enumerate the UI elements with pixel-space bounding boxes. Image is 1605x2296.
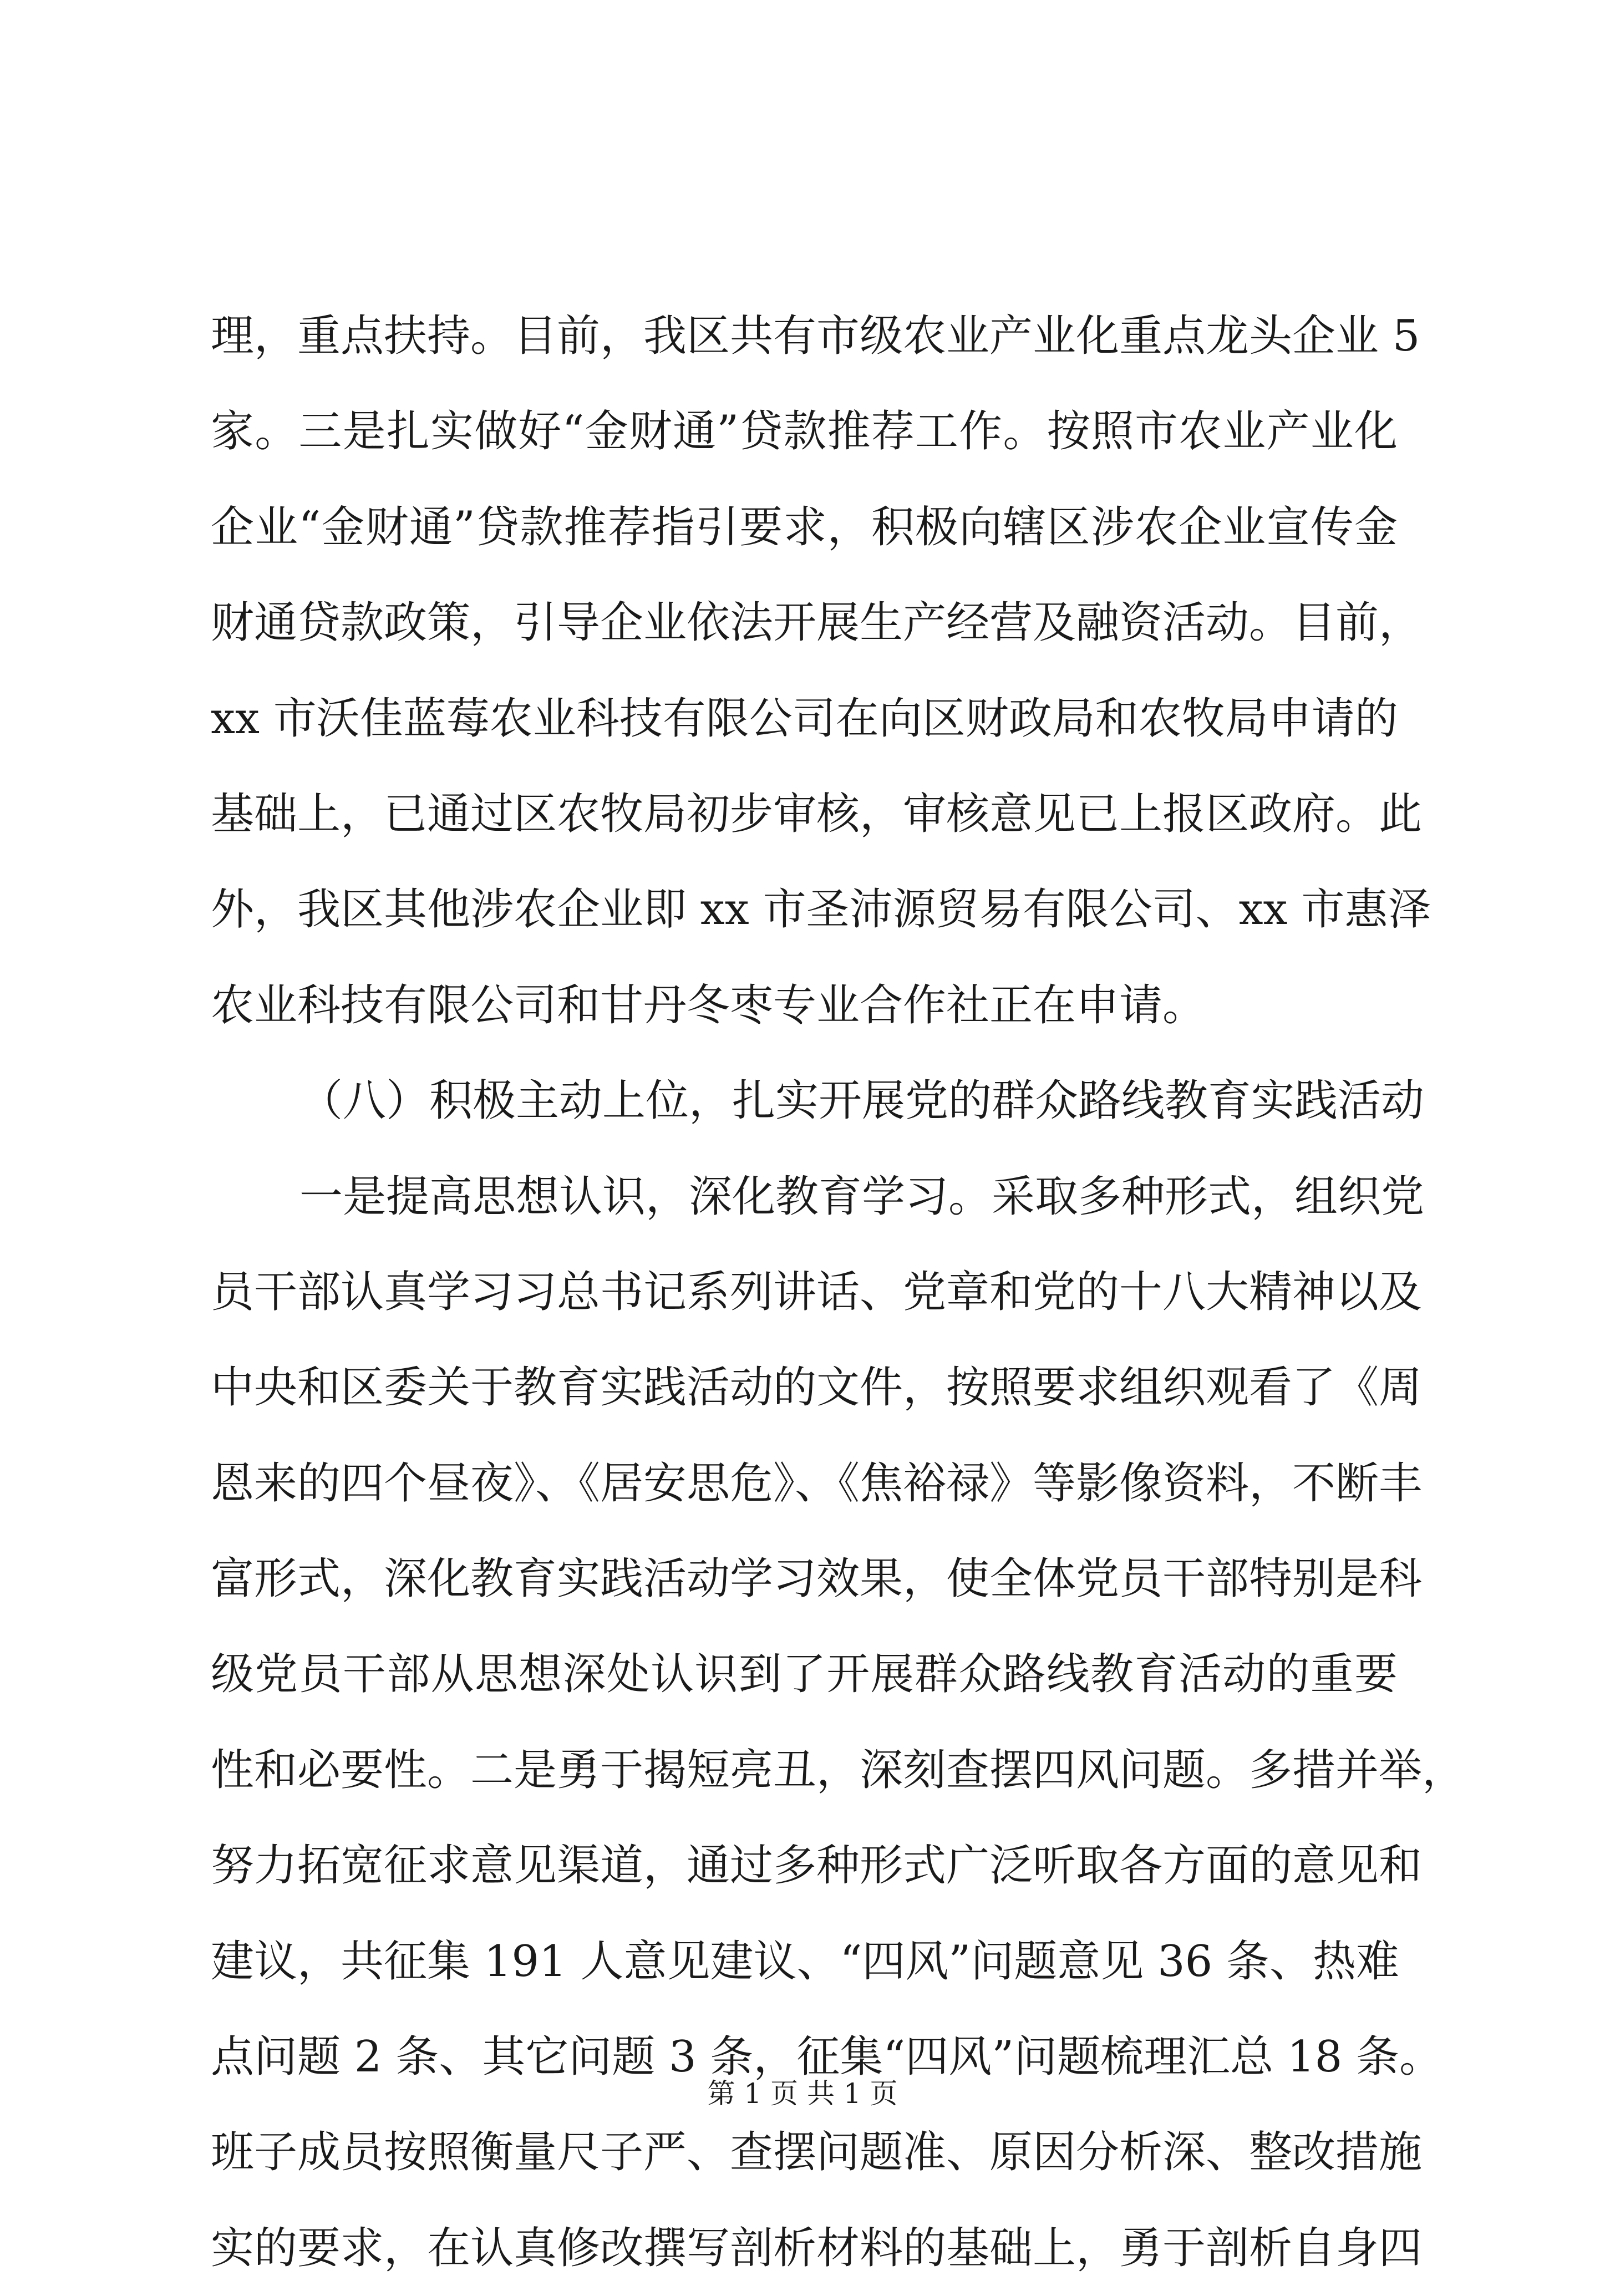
text-line: 理，重点扶持。目前，我区共有市级农业产业化重点龙头企业 5	[211, 311, 1420, 361]
text-line: 恩来的四个昼夜》、《居安思危》、《焦裕禄》等影像资料，不断丰	[211, 1458, 1423, 1508]
text-line: 财通贷款政策，引导企业依法开展生产经营及融资活动。目前，	[211, 598, 1423, 648]
text-line: 外，我区其他涉农企业即 xx 市圣沛源贸易有限公司、xx 市惠泽	[211, 885, 1431, 935]
text-line: 富形式，深化教育实践活动学习效果，使全体党员干部特别是科	[211, 1554, 1423, 1604]
text-line: 员干部认真学习习总书记系列讲话、党章和党的十八大精神以及	[211, 1267, 1423, 1317]
text-line: 级党员干部从思想深处认识到了开展群众路线教育活动的重要	[211, 1649, 1398, 1700]
text-line: 中央和区委关于教育实践活动的文件，按照要求组织观看了《周	[211, 1363, 1423, 1413]
text-line: 点问题 2 条、其它问题 3 条，征集“四风”问题梳理汇总 18 条。	[211, 2032, 1443, 2082]
text-line: 实的要求，在认真修改撰写剖析材料的基础上，勇于剖析自身四	[211, 2223, 1423, 2273]
text-line: 一是提高思想认识，深化教育学习。采取多种形式，组织党	[299, 1171, 1425, 1222]
text-line: 努力拓宽征求意见渠道，通过多种形式广泛听取各方面的意见和	[211, 1841, 1423, 1891]
text-line: 企业“金财通”贷款推荐指引要求，积极向辖区涉农企业宣传金	[211, 502, 1398, 552]
text-line: 基础上，已通过区农牧局初步审核，审核意见已上报区政府。此	[211, 789, 1423, 839]
text-line: 性和必要性。二是勇于揭短亮丑，深刻查摆四风问题。多措并举，	[211, 1745, 1466, 1795]
section-heading: （八）积极主动上位，扎实开展党的群众路线教育实践活动	[299, 1076, 1425, 1126]
text-line: xx 市沃佳蓝莓农业科技有限公司在向区财政局和农牧局申请的	[211, 693, 1398, 744]
page-footer: 第 1 页 共 1 页	[707, 2077, 898, 2110]
text-line: 家。三是扎实做好“金财通”贷款推荐工作。按照市农业产业化	[211, 407, 1398, 457]
text-line: 农业科技有限公司和甘丹冬枣专业合作社正在申请。	[211, 980, 1206, 1030]
text-line: 班子成员按照衡量尺子严、查摆问题准、原因分析深、整改措施	[211, 2127, 1423, 2178]
text-line: 建议，共征集 191 人意见建议、“四风”问题意见 36 条、热难	[211, 1936, 1400, 1987]
body-text	[211, 288, 1466, 2296]
